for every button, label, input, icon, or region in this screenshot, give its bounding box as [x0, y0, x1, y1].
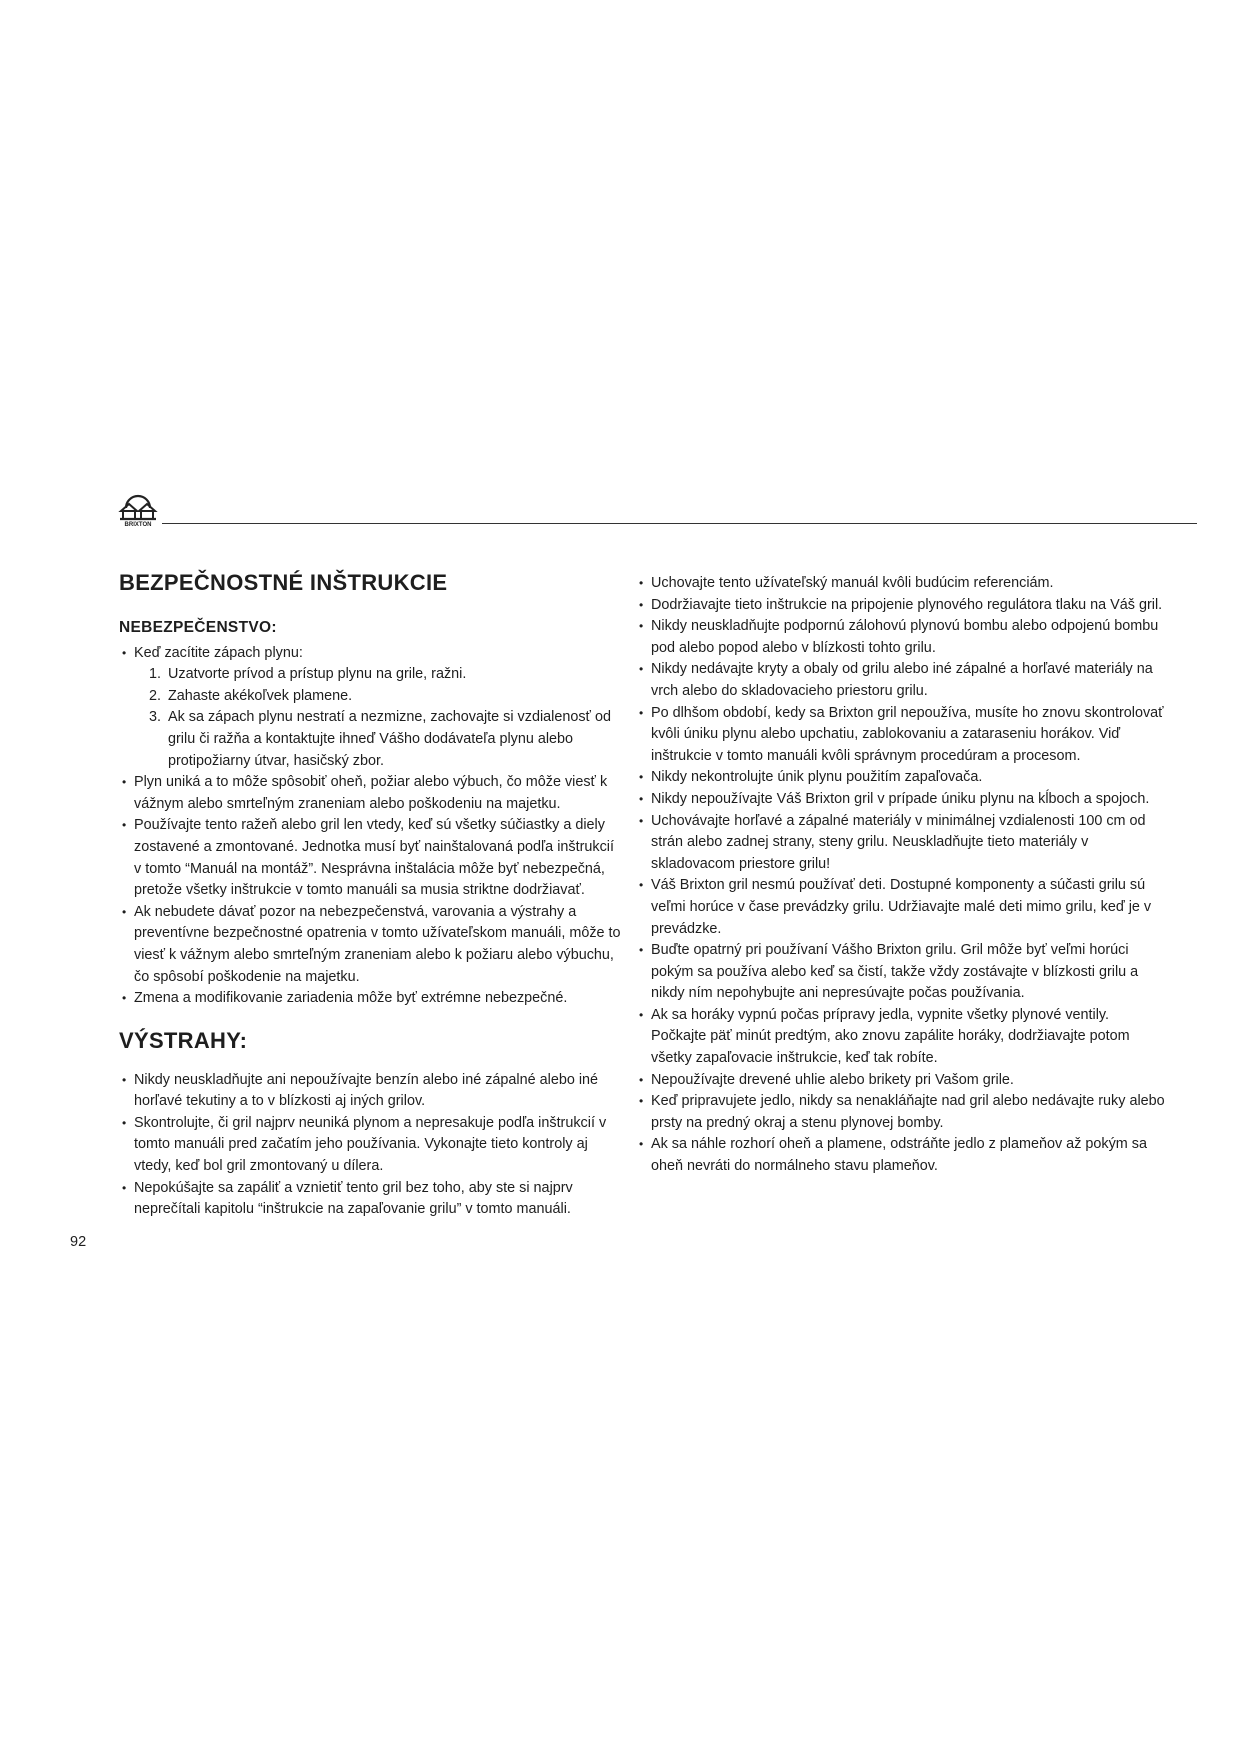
list-item: • Nepokúšajte sa zapáliť a vznietiť tento gril bez toho, aby ste si najprv neprečítali kapitolu “inštrukcie na zapaľovanie grilu” v tomto manuáli.	[119, 1178, 624, 1221]
list-item: • Po dlhšom období, kedy sa Brixton gril nepoužíva, musíte ho znovu skontrolovať kvôli úniku plynu alebo upchatiu, zablokovaniu a zataraseniu horákov. Viď inštrukcie v tomto manuáli kvôli správnym procedúram a procesom.	[636, 703, 1166, 768]
list-item: • Keď pripravujete jedlo, nikdy sa nenakláňajte nad gril alebo nedávajte ruky alebo prsty na predný okraj a stenu plynovej bomby.	[636, 1091, 1166, 1134]
list-item: • Ak sa náhle rozhorí oheň a plamene, odstráňte jedlo z plameňov až pokým sa oheň nevráti do normálneho stavu plameňov.	[636, 1134, 1166, 1177]
list-item: • Ak sa horáky vypnú počas prípravy jedla, vypnite všetky plynové ventily. Počkajte päť minút predtým, ako znovu zapálite horáky, dodržiavajte potom všetky zapaľovacie inštrukcie, keď tak robíte.	[636, 1005, 1166, 1070]
list-item: • Nikdy nekontrolujte únik plynu použitím zapaľovača.	[636, 767, 1166, 789]
header-divider	[162, 523, 1197, 524]
gas-intro: Keď zacítite zápach plynu:	[134, 644, 303, 661]
gas-step: 3. Ak sa zápach plynu nestratí a nezmizne, zachovajte si vzdialenosť od grilu či ražňa a kontaktujte ihneď Vášho dodávateľa plynu alebo protipožiarny útvar, hasičský zbor.	[149, 709, 611, 769]
danger-heading: NEBEZPEČENSTVO:	[119, 619, 277, 636]
list-item: • Uchovajte tento užívateľský manuál kvôli budúcim referenciám.	[636, 573, 1166, 595]
list-item: • Zmena a modifikovanie zariadenia môže byť extrémne nebezpečné.	[119, 988, 624, 1010]
gas-step: 1. Uzatvorte prívod a prístup plynu na grile, ražni.	[149, 666, 467, 683]
left-column	[119, 570, 624, 1221]
list-item: • Uchovávajte horľavé a zápalné materiály v minimálnej vzdialenosti 100 cm od strán alebo zadnej strany, steny grilu. Neuskladňujte tieto materiály v skladovacom priestore grilu!	[636, 811, 1166, 876]
page-number: 92	[70, 1234, 87, 1250]
list-item: • Nepoužívajte drevené uhlie alebo brikety pri Vašom grile.	[636, 1070, 1166, 1092]
warnings-heading: VÝSTRAHY:	[119, 1027, 248, 1053]
safety-list	[636, 573, 1166, 1178]
list-item: • Dodržiavajte tieto inštrukcie na pripojenie plynového regulátora tlaku na Váš gril.	[636, 595, 1166, 617]
page-title: BEZPEČNOSTNÉ INŠTRUKCIE	[119, 570, 448, 595]
list-item	[119, 643, 624, 773]
list-item: • Plyn uniká a to môže spôsobiť oheň, požiar alebo výbuch, čo môže viesť k vážnym alebo smrteľným zraneniam alebo poškodeniu na majetku.	[119, 772, 624, 815]
list-item: • Nikdy neuskladňujte podpornú zálohovú plynovú bombu alebo odpojenú bombu pod alebo popod alebo v blízkosti tohto grilu.	[636, 616, 1166, 659]
list-item: • Skontrolujte, či gril najprv neuniká plynom a nepresakuje podľa inštrukcií v tomto manuáli pred začatím jeho používania. Vykonajte tieto kontroly aj vtedy, keď bol gril zmontovaný u dílera.	[119, 1113, 624, 1178]
warnings-list	[119, 1070, 624, 1221]
gas-step: 2. Zahaste akékoľvek plamene.	[149, 687, 353, 704]
right-column	[636, 573, 1166, 1178]
list-item: • Buďte opatrný pri používaní Vášho Brixton grilu. Gril môže byť veľmi horúci pokým sa používa alebo keď sa čistí, takže vždy zostávajte v blízkosti grilu a nikdy ním nepohybujte ani nepresúvajte počas používania.	[636, 940, 1166, 1005]
list-item: • Nikdy nepoužívajte Váš Brixton gril v prípade úniku plynu na kĺboch a spojoch.	[636, 789, 1166, 811]
list-item: • Nikdy nedávajte kryty a obaly od grilu alebo iné zápalné a horľavé materiály na vrch alebo do skladovacieho priestoru grilu.	[636, 659, 1166, 702]
list-item: • Používajte tento ražeň alebo gril len vtedy, keď sú všetky súčiastky a diely zostavené a zmontované. Jednotka musí byť nainštalovaná podľa inštrukcií v tomto “Manuál na montáž”. Nesprávna inštalácia môže byť nebezpečná, pretože všetky inštrukcie v tomto manuáli sa musia striktne dodržiavať.	[119, 815, 624, 901]
brixton-logo-icon	[118, 489, 158, 527]
list-item: • Váš Brixton gril nesmú používať deti. Dostupné komponenty a súčasti grilu sú veľmi horúce v čase prevádzky grilu. Udržiavajte malé deti mimo grilu, keď je v prevádzke.	[636, 875, 1166, 940]
list-item: • Ak nebudete dávať pozor na nebezpečenstvá, varovania a výstrahy a preventívne bezpečnostné opatrenia v tomto užívateľskom manuáli, môže to viesť k vážnym alebo smrteľným zraneniam alebo k požiaru alebo výbuchu, čo spôsobí poškodenie na majetku.	[119, 902, 624, 988]
gas-steps	[134, 664, 624, 772]
logo-wordmark: BRIXTON	[124, 522, 152, 527]
danger-list	[119, 643, 624, 1010]
list-item: • Nikdy neuskladňujte ani nepoužívajte benzín alebo iné zápalné alebo iné horľavé tekutiny a to v blízkosti aj iných grilov.	[119, 1070, 624, 1113]
